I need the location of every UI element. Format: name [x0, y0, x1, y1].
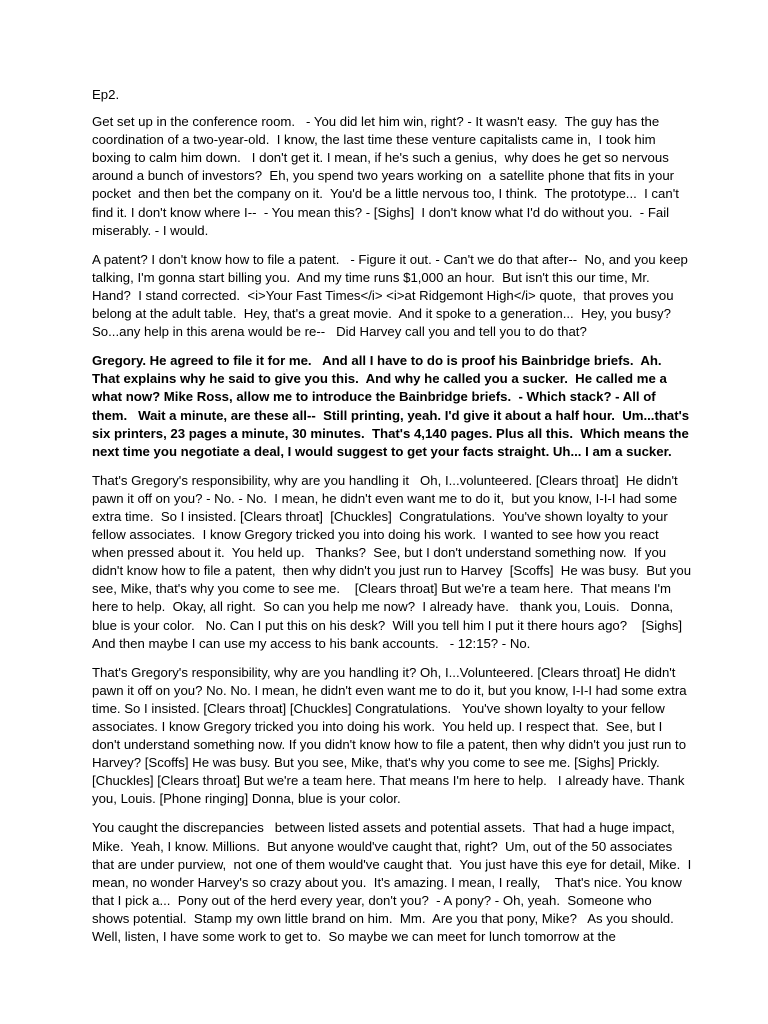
paragraph-6: You caught the discrepancies between listed assets and potential assets. That had a huge impact, Mike. Yeah, I know. Millions. But anyone would've caught that, right? Um, out of the 50 associates that are under purview, not one of them would've caught that. You just have this eye for detail, Mike. I mean, no wonder Harvey's so crazy about you. It's amazing. I mean, I really, That's nice. You know that I pick a... Pony out of the herd every year, don't you? - A pony? - Oh, yeah. Someone who shows potential. Stamp my own little brand on him. Mm. Are you that pony, Mike? As you should. Well, listen, I have some work to get to. So maybe we can meet for lunch tomorrow at the	[92, 820, 695, 945]
episode-heading: Ep2.	[92, 87, 120, 102]
document-body	[92, 86, 695, 957]
paragraph-1: Get set up in the conference room. - You did let him win, right? - It wasn't easy. The guy has the coordination of a two-year-old. I know, the last time these venture capitalists came in, I took him boxing to calm him down. I don't get it. I mean, if he's such a genius, why does he get so nervous around a bunch of investors? Eh, you spend two years working on a satellite phone that fits in your pocket and then bet the company on it. You'd be a little nervous too, I think. The prototype... I can't find it. I don't know where I-- - You mean this? - [Sighs] I don't know what I'd do without you. - Fail miserably. - I would.	[92, 114, 683, 238]
paragraph-2: A patent? I don't know how to file a patent. - Figure it out. - Can't we do that after-- No, and you keep talking, I'm gonna start billing you. And my time runs $1,000 an hour. But isn't this our time, Mr. Hand? I stand corrected. <i>Your Fast Times</i> <i>at Ridgemont High</i> quote, that proves you belong at the adult table. Hey, that's a great movie. And it spoke to a generation... Hey, you busy? So...any help in this arena would be re-- Did Harvey call you and tell you to do that?	[92, 251, 692, 340]
paragraph-3: Gregory. He agreed to file it for me. And all I have to do is proof his Bainbridge briefs. Ah. That explains why he said to give you this. And why he called you a sucker. He called me a what now? Mike Ross, allow me to introduce the Bainbridge briefs. - Which stack? - All of them. Wait a minute, are these all-- Still printing, yeah. I'd give it about a half hour. Um...that's six printers, 23 pages a minute, 30 minutes. That's 4,140 pages. Plus all this. Which means the next time you negotiate a deal, I would suggest to get your facts straight. Uh... I am a sucker.	[92, 353, 693, 459]
paragraph-4: That's Gregory's responsibility, why are you handling it Oh, I...volunteered. [Clears throat] He didn't pawn it off on you? - No. - No. I mean, he didn't even want me to do it, but you know, I-I-I had some extra time. So I insisted. [Clears throat] [Chuckles] Congratulations. You've shown loyalty to your fellow associates. I know Gregory tricked you into doing his work. I wanted to see how you react when pressed about it. You held up. Thanks? See, but I don't understand something now. If you didn't know how to file a patent, then why didn't you just run to Harvey [Scoffs] He was busy. But you see, Mike, that's why you come to see me. [Clears throat] But we're a team here. That means I'm here to help. Okay, all right. So can you help me now? I already have. thank you, Louis. Donna, blue is your color. No. Can I put this on his desk? Will you tell him I put it there hours ago? [Sighs] And then maybe I can use my access to his bank accounts. - 12:15? - No.	[92, 472, 695, 651]
paragraph-5: That's Gregory's responsibility, why are you handling it? Oh, I...Volunteered. [Clears throat] He didn't pawn it off on you? No. No. I mean, he didn't even want me to do it, but you know, I-I-I had some extra time. So I insisted. [Clears throat] [Chuckles] Congratulations. You've shown loyalty to your fellow associates. I know Gregory tricked you into doing his work. You held up. I respect that. See, but I don't understand something now. If you didn't know how to file a patent, then why didn't you just run to Harvey? [Scoffs] He was busy. But you see, Mike, that's why you come to see me. [Sighs] Prickly. [Chuckles] [Clears throat] But we're a team here. That means I'm here to help. I already have. Thank you, Louis. [Phone ringing] Donna, blue is your color.	[92, 664, 691, 807]
